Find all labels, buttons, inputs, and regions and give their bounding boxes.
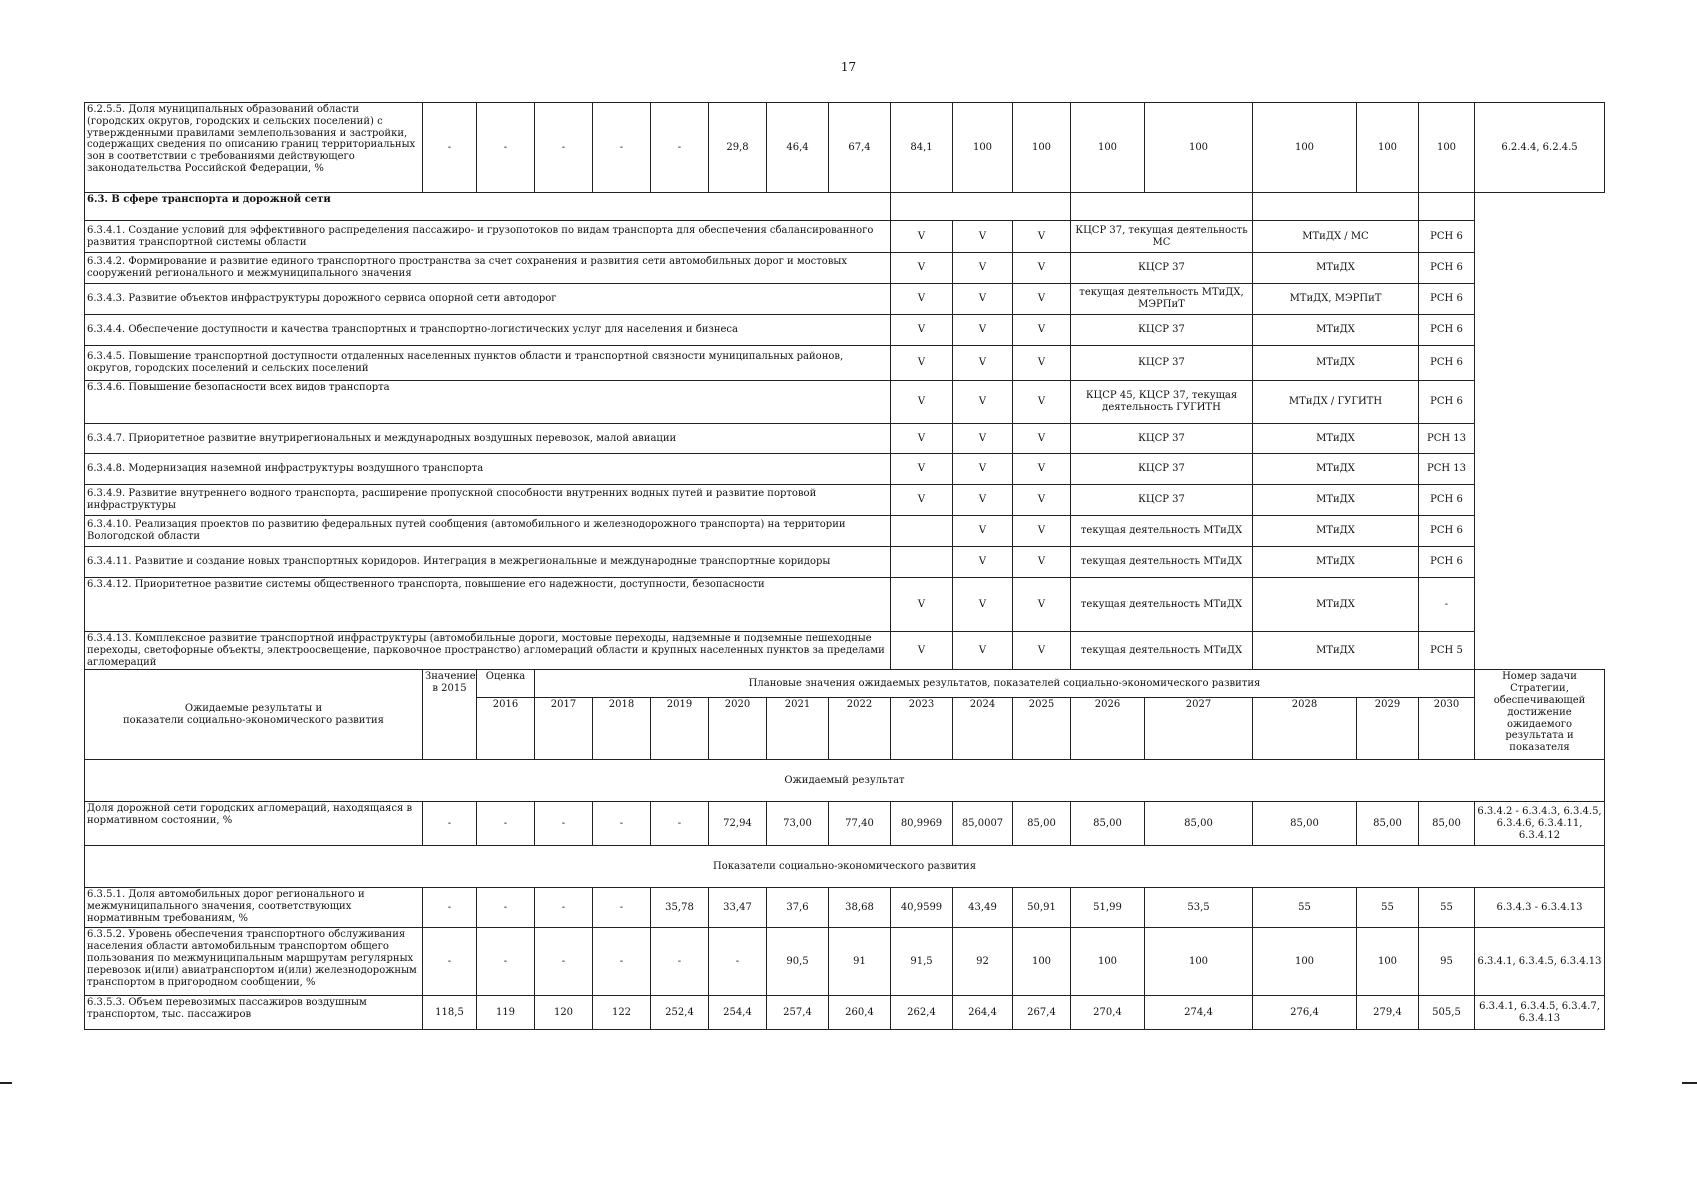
strategy-table	[84, 102, 1605, 1030]
rsn-cell: РСН 13	[1419, 454, 1475, 485]
mark-cell: V	[891, 578, 953, 632]
value-cell: 262,4	[891, 996, 953, 1030]
value-cell: 51,99	[1071, 888, 1145, 928]
indicator-row	[85, 996, 1605, 1030]
value-cell: 73,00	[767, 802, 829, 846]
rsn-cell: РСН 6	[1419, 381, 1475, 424]
measure-row	[85, 516, 1605, 547]
header-row	[85, 670, 1605, 698]
rsn-cell: РСН 6	[1419, 315, 1475, 346]
rsn-cell: РСН 13	[1419, 424, 1475, 454]
measure-row	[85, 253, 1605, 284]
empty-cell	[891, 193, 1071, 221]
mark-cell: V	[1013, 346, 1071, 381]
indicator-row	[85, 888, 1605, 928]
measure-row	[85, 632, 1605, 670]
executor-cell: МТиДХ	[1253, 424, 1419, 454]
mark-cell: V	[953, 346, 1013, 381]
value-cell: -	[593, 928, 651, 996]
source-cell: текущая деятельность МТиДХ	[1071, 632, 1253, 670]
measure-row	[85, 424, 1605, 454]
source-cell: КЦСР 37	[1071, 346, 1253, 381]
value-cell: 260,4	[829, 996, 891, 1030]
value-cell: 85,00	[1357, 802, 1419, 846]
value-cell: 270,4	[1071, 996, 1145, 1030]
value-2015-header: Значение в 2015	[423, 670, 477, 760]
executor-cell: МТиДХ	[1253, 346, 1419, 381]
planned-values-header: Плановые значения ожидаемых результатов, показателей социально-экономического развития	[535, 670, 1475, 698]
value-cell: 85,00	[1253, 802, 1357, 846]
value-cell: -	[535, 928, 593, 996]
mark-cell: V	[891, 315, 953, 346]
mark-cell: V	[953, 516, 1013, 547]
mark-cell: V	[953, 454, 1013, 485]
value-cell: 46,4	[767, 103, 829, 193]
rsn-cell: РСН 6	[1419, 221, 1475, 253]
value-cell: -	[593, 802, 651, 846]
results-header-line-2: показатели социально-экономического развития	[123, 714, 384, 726]
executor-cell: МТиДХ / МС	[1253, 221, 1419, 253]
rsn-cell: РСН 6	[1419, 485, 1475, 516]
value-cell: 120	[535, 996, 593, 1030]
mark-cell: V	[891, 485, 953, 516]
value-cell: 279,4	[1357, 996, 1419, 1030]
mark-cell: V	[1013, 315, 1071, 346]
value-cell: 264,4	[953, 996, 1013, 1030]
value-cell: 85,00	[1071, 802, 1145, 846]
mark-cell: V	[1013, 381, 1071, 424]
year-header: 2029	[1357, 698, 1419, 760]
value-cell: 257,4	[767, 996, 829, 1030]
page-number: 17	[840, 60, 857, 74]
value-cell: 80,9969	[891, 802, 953, 846]
task-number-cell: 6.3.4.1, 6.3.4.5, 6.3.4.13	[1475, 928, 1605, 996]
value-cell: 77,40	[829, 802, 891, 846]
measure-row	[85, 284, 1605, 315]
value-cell: 276,4	[1253, 996, 1357, 1030]
task-number-header: Номер задачи Стратегии, обеспечивающей достижение ожидаемого результата и показателя	[1475, 670, 1605, 760]
measure-label: 6.3.4.13. Комплексное развитие транспортной инфраструктуры (автомобильные дороги, мостовые переходы, надземные и подземные пешеходные переходы, светофорные объекты, электроосвещение, парковочное пространство) агломераций области и крупных населенных пунктов за пределами агломераций	[85, 632, 891, 670]
year-header: 2026	[1071, 698, 1145, 760]
executor-cell: МТиДХ, МЭРПиТ	[1253, 284, 1419, 315]
mark-cell: V	[1013, 485, 1071, 516]
value-cell: 72,94	[709, 802, 767, 846]
executor-cell: МТиДХ	[1253, 516, 1419, 547]
mark-cell: V	[953, 284, 1013, 315]
mark-cell: V	[891, 346, 953, 381]
value-cell: 100	[1071, 103, 1145, 193]
mark-cell: V	[953, 315, 1013, 346]
value-cell: 100	[1013, 103, 1071, 193]
measure-label: 6.3.4.5. Повышение транспортной доступности отдаленных населенных пунктов области и транспортной связности муниципальных районов, округов, городских поселений и сельских поселений	[85, 346, 891, 381]
mark-cell: V	[953, 253, 1013, 284]
mark-cell: V	[953, 221, 1013, 253]
mark-cell: V	[953, 632, 1013, 670]
subsection-row	[85, 760, 1605, 802]
indicator-label: 6.3.5.2. Уровень обеспечения транспортного обслуживания населения области автомобильным транспортом общего пользования по межмуниципальным маршрутам регулярных перевозок и(или) авиатранспортом и(или) железнодорожным транспортом в пригородном сообщении, %	[85, 928, 423, 996]
left-edge-mark	[0, 1082, 12, 1084]
mark-cell: V	[1013, 632, 1071, 670]
year-header: 2021	[767, 698, 829, 760]
value-cell: -	[423, 888, 477, 928]
value-cell: 505,5	[1419, 996, 1475, 1030]
executor-cell: МТиДХ	[1253, 578, 1419, 632]
value-cell: 29,8	[709, 103, 767, 193]
source-cell: КЦСР 37	[1071, 454, 1253, 485]
executor-cell: МТиДХ	[1253, 485, 1419, 516]
value-cell: -	[535, 103, 593, 193]
mark-cell: V	[891, 632, 953, 670]
value-cell: 274,4	[1145, 996, 1253, 1030]
value-cell: 122	[593, 996, 651, 1030]
value-cell: 38,68	[829, 888, 891, 928]
section-title: 6.3. В сфере транспорта и дорожной сети	[85, 193, 891, 221]
value-cell: -	[477, 802, 535, 846]
value-cell: 100	[1013, 928, 1071, 996]
measure-row	[85, 454, 1605, 485]
value-cell: 100	[1357, 928, 1419, 996]
source-cell: КЦСР 37	[1071, 315, 1253, 346]
task-number-cell: 6.3.4.1, 6.3.4.5, 6.3.4.7, 6.3.4.13	[1475, 996, 1605, 1030]
source-cell: текущая деятельность МТиДХ	[1071, 547, 1253, 578]
expected-result-row	[85, 802, 1605, 846]
results-header	[85, 670, 423, 760]
measure-row	[85, 315, 1605, 346]
table-body	[85, 103, 1605, 1030]
value-cell: -	[651, 103, 709, 193]
mark-cell: V	[953, 424, 1013, 454]
mark-cell	[891, 547, 953, 578]
year-header: 2020	[709, 698, 767, 760]
year-header: 2016	[477, 698, 535, 760]
value-cell: 90,5	[767, 928, 829, 996]
value-cell: 67,4	[829, 103, 891, 193]
value-cell: 118,5	[423, 996, 477, 1030]
rsn-cell: -	[1419, 578, 1475, 632]
value-cell: 92	[953, 928, 1013, 996]
value-cell: 100	[1357, 103, 1419, 193]
value-cell: 254,4	[709, 996, 767, 1030]
value-cell: -	[423, 802, 477, 846]
measure-label: 6.3.4.9. Развитие внутреннего водного транспорта, расширение пропускной способности внутренних водных путей и развитие портовой инфраструктуры	[85, 485, 891, 516]
rsn-cell: РСН 6	[1419, 346, 1475, 381]
rsn-cell: РСН 6	[1419, 284, 1475, 315]
value-cell: 252,4	[651, 996, 709, 1030]
source-cell: КЦСР 37, текущая деятельность МС	[1071, 221, 1253, 253]
value-cell: 55	[1253, 888, 1357, 928]
mark-cell: V	[891, 381, 953, 424]
executor-cell: МТиДХ	[1253, 547, 1419, 578]
measure-label: 6.3.4.8. Модернизация наземной инфраструктуры воздушного транспорта	[85, 454, 891, 485]
value-cell: -	[593, 888, 651, 928]
mark-cell: V	[953, 381, 1013, 424]
value-cell: -	[423, 928, 477, 996]
measure-row	[85, 381, 1605, 424]
mark-cell: V	[1013, 253, 1071, 284]
value-cell: -	[423, 103, 477, 193]
expected-result-label: Доля дорожной сети городских агломераций, находящаяся в нормативном состоянии, %	[85, 802, 423, 846]
rsn-cell: РСН 6	[1419, 547, 1475, 578]
measure-label: 6.3.4.10. Реализация проектов по развитию федеральных путей сообщения (автомобильного и железнодорожного транспорта) на территории Вологодской области	[85, 516, 891, 547]
value-cell: 43,49	[953, 888, 1013, 928]
year-header: 2022	[829, 698, 891, 760]
rsn-cell: РСН 6	[1419, 253, 1475, 284]
empty-cell	[1419, 193, 1475, 221]
source-cell: текущая деятельность МТиДХ	[1071, 516, 1253, 547]
mark-cell: V	[891, 253, 953, 284]
source-cell: текущая деятельность МТиДХ	[1071, 578, 1253, 632]
measure-row	[85, 547, 1605, 578]
source-cell: КЦСР 37	[1071, 485, 1253, 516]
measure-label: 6.3.4.6. Повышение безопасности всех видов транспорта	[85, 381, 891, 424]
value-cell: 53,5	[1145, 888, 1253, 928]
value-cell: 85,00	[1419, 802, 1475, 846]
value-cell: 85,0007	[953, 802, 1013, 846]
executor-cell: МТиДХ / ГУГИТН	[1253, 381, 1419, 424]
value-cell: 100	[1145, 928, 1253, 996]
mark-cell: V	[1013, 454, 1071, 485]
year-header: 2024	[953, 698, 1013, 760]
mark-cell: V	[891, 424, 953, 454]
mark-cell: V	[953, 547, 1013, 578]
section-row	[85, 193, 1605, 221]
value-cell: 100	[953, 103, 1013, 193]
value-cell: 267,4	[1013, 996, 1071, 1030]
indicator-row	[85, 103, 1605, 193]
value-cell: 55	[1357, 888, 1419, 928]
year-header: 2027	[1145, 698, 1253, 760]
measure-row	[85, 578, 1605, 632]
year-header: 2019	[651, 698, 709, 760]
executor-cell: МТиДХ	[1253, 315, 1419, 346]
value-cell: 35,78	[651, 888, 709, 928]
value-cell: -	[477, 103, 535, 193]
indicators-title: Показатели социально-экономического развития	[85, 846, 1605, 888]
mark-cell: V	[1013, 547, 1071, 578]
indicator-label: 6.3.5.1. Доля автомобильных дорог регионального и межмуниципального значения, соответствующих нормативным требованиям, %	[85, 888, 423, 928]
indicator-label: 6.2.5.5. Доля муниципальных образований области (городских округов, городских и сельских поселений) с утвержденными правилами землепользования и застройки, содержащих сведения по описанию границ территориальных зон в соответствии с требованиями действующего законодательства Российской Федерации, %	[85, 103, 423, 193]
empty-cell	[1253, 193, 1419, 221]
mark-cell: V	[1013, 284, 1071, 315]
rsn-cell: РСН 6	[1419, 516, 1475, 547]
mark-cell: V	[953, 578, 1013, 632]
value-cell: 100	[1419, 103, 1475, 193]
empty-cell	[1071, 193, 1253, 221]
expected-result-title: Ожидаемый результат	[85, 760, 1605, 802]
value-cell: 100	[1071, 928, 1145, 996]
value-cell: -	[477, 928, 535, 996]
value-cell: 91	[829, 928, 891, 996]
measure-label: 6.3.4.2. Формирование и развитие единого транспортного пространства за счет сохранения и развития сети автомобильных дорог и мостовых сооружений регионального и межмуниципального значения	[85, 253, 891, 284]
year-header: 2028	[1253, 698, 1357, 760]
value-cell: -	[593, 103, 651, 193]
source-cell: КЦСР 37	[1071, 253, 1253, 284]
rsn-cell: РСН 5	[1419, 632, 1475, 670]
results-header-line-1: Ожидаемые результаты и	[184, 703, 323, 715]
measure-row	[85, 346, 1605, 381]
mark-cell: V	[1013, 221, 1071, 253]
value-cell: -	[651, 928, 709, 996]
source-cell: текущая деятельность МТиДХ, МЭРПиТ	[1071, 284, 1253, 315]
value-cell: -	[535, 802, 593, 846]
task-number-cell: 6.2.4.4, 6.2.4.5	[1475, 103, 1605, 193]
executor-cell: МТиДХ	[1253, 632, 1419, 670]
mark-cell: V	[1013, 516, 1071, 547]
executor-cell: МТиДХ	[1253, 454, 1419, 485]
measure-label: 6.3.4.1. Создание условий для эффективного распределения пассажиро- и грузопотоков по видам транспорта для обеспечения сбалансированного развития транспортной системы области	[85, 221, 891, 253]
executor-cell: МТиДХ	[1253, 253, 1419, 284]
value-cell: 33,47	[709, 888, 767, 928]
value-cell: -	[651, 802, 709, 846]
value-cell: -	[709, 928, 767, 996]
measure-label: 6.3.4.4. Обеспечение доступности и качества транспортных и транспортно-логистических услуг для населения и бизнеса	[85, 315, 891, 346]
measure-label: 6.3.4.12. Приоритетное развитие системы общественного транспорта, повышение его надежности, доступности, безопасности	[85, 578, 891, 632]
source-cell: КЦСР 37	[1071, 424, 1253, 454]
year-header: 2018	[593, 698, 651, 760]
value-cell: 95	[1419, 928, 1475, 996]
mark-cell	[891, 516, 953, 547]
value-cell: 40,9599	[891, 888, 953, 928]
value-cell: 55	[1419, 888, 1475, 928]
indicator-row	[85, 928, 1605, 996]
estimate-header: Оценка	[477, 670, 535, 698]
value-cell: 84,1	[891, 103, 953, 193]
value-cell: 91,5	[891, 928, 953, 996]
measure-row	[85, 485, 1605, 516]
mark-cell: V	[891, 284, 953, 315]
right-edge-mark	[1682, 1082, 1697, 1084]
task-number-cell: 6.3.4.3 - 6.3.4.13	[1475, 888, 1605, 928]
value-cell: 85,00	[1145, 802, 1253, 846]
mark-cell: V	[891, 221, 953, 253]
value-cell: 100	[1253, 928, 1357, 996]
value-cell: 100	[1253, 103, 1357, 193]
measure-row	[85, 221, 1605, 253]
year-header: 2030	[1419, 698, 1475, 760]
value-cell: -	[535, 888, 593, 928]
value-cell: 37,6	[767, 888, 829, 928]
measure-label: 6.3.4.7. Приоритетное развитие внутрирегиональных и международных воздушных перевозок, малой авиации	[85, 424, 891, 454]
mark-cell: V	[1013, 578, 1071, 632]
year-header: 2017	[535, 698, 593, 760]
value-cell: 119	[477, 996, 535, 1030]
year-header: 2023	[891, 698, 953, 760]
value-cell: -	[477, 888, 535, 928]
task-number-cell: 6.3.4.2 - 6.3.4.3, 6.3.4.5, 6.3.4.6, 6.3.4.11, 6.3.4.12	[1475, 802, 1605, 846]
source-cell: КЦСР 45, КЦСР 37, текущая деятельность ГУГИТН	[1071, 381, 1253, 424]
subsection-row	[85, 846, 1605, 888]
value-cell: 100	[1145, 103, 1253, 193]
mark-cell: V	[1013, 424, 1071, 454]
indicator-label: 6.3.5.3. Объем перевозимых пассажиров воздушным транспортом, тыс. пассажиров	[85, 996, 423, 1030]
mark-cell: V	[891, 454, 953, 485]
year-header: 2025	[1013, 698, 1071, 760]
mark-cell: V	[953, 485, 1013, 516]
measure-label: 6.3.4.11. Развитие и создание новых транспортных коридоров. Интеграция в межрегиональные и международные транспортные коридоры	[85, 547, 891, 578]
value-cell: 50,91	[1013, 888, 1071, 928]
value-cell: 85,00	[1013, 802, 1071, 846]
measure-label: 6.3.4.3. Развитие объектов инфраструктуры дорожного сервиса опорной сети автодорог	[85, 284, 891, 315]
